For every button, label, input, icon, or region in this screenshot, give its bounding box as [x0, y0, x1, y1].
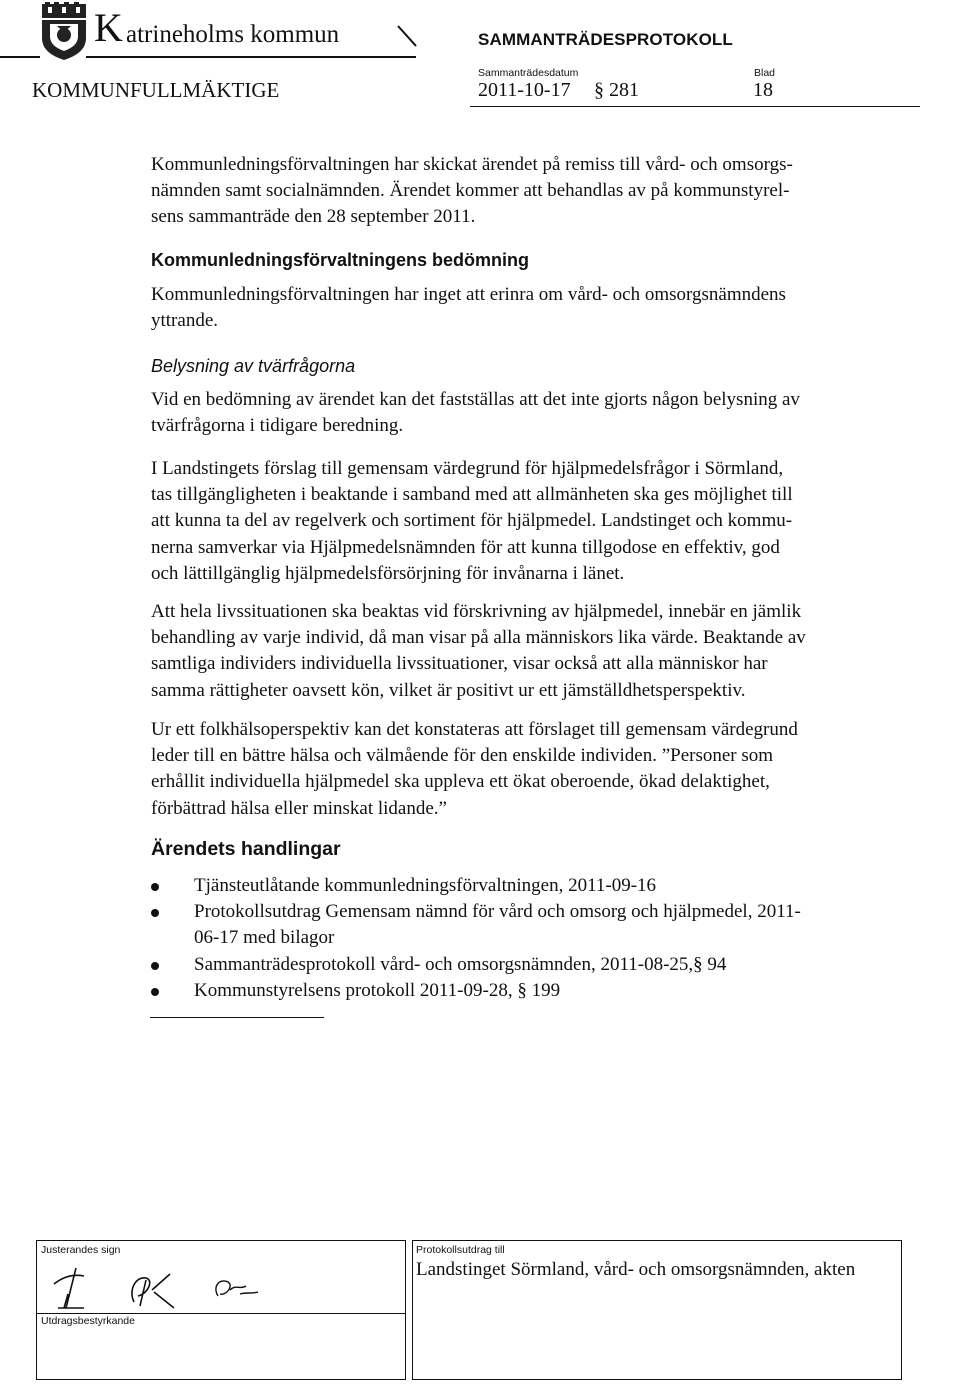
section-number: § 281 [594, 79, 639, 101]
list-item: Protokollsutdrag Gemensam nämnd för vård och omsorg och hjälpmedel, 2011- 06-17 med bilagor [151, 899, 871, 951]
cross-issues-paragraph-1: Vid en bedömning av ärendet kan det fastställas att det inte gjorts någon belysning av tvärfrågorna i tidigare beredning. [151, 389, 800, 437]
signature-label: Justerandes sign [41, 1244, 121, 1256]
extract-certification-label: Utdragsbestyrkande [41, 1315, 135, 1327]
section-end-rule [150, 1017, 324, 1018]
cross-issues-heading: Belysning av tvärfrågorna [151, 356, 356, 376]
municipality-name: atrineholms kommun [126, 21, 340, 48]
committee-name: KOMMUNFULLMÄKTIGE [32, 78, 280, 102]
bullet-icon [151, 883, 159, 891]
page-label: Blad [754, 67, 776, 79]
documents-list [151, 873, 871, 1004]
header-left-rule [0, 56, 40, 58]
decorative-slash [396, 24, 420, 48]
extract-recipients-label: Protokollsutdrag till [416, 1244, 505, 1256]
bullet-icon [151, 909, 159, 917]
list-item: Sammanträdesprotokoll vård- och omsorgsnämnden, 2011-08-25,§ 94 [151, 952, 871, 978]
extract-recipients: Landstinget Sörmland, vård- och omsorgsnämnden, akten [416, 1259, 856, 1280]
cross-issues-paragraph-2: I Landstingets förslag till gemensam värdegrund för hjälpmedelsfrågor i Sörmland, tas tillgängligheten i beaktande i samband med att allmänheten ska ges möjlighet till att kunna ta del av regelverk och sortiment för hjälpmedel. Landstinget och kommu- nerna samverkar via Hjälpmedelsnämnden för att kunna tillgodose en effektiv, god och lättillgänglig hjälpmedelsförsörjning för invånarna i länet. [151, 458, 793, 584]
meeting-date-label: Sammanträdesdatum [478, 67, 579, 79]
page-number: 18 [753, 79, 773, 101]
signature-divider [36, 1313, 406, 1314]
municipality-name-initial: K [94, 5, 123, 50]
bullet-icon [151, 988, 159, 996]
document-type: SAMMANTRÄDESPROTOKOLL [478, 30, 733, 49]
header-rule [470, 106, 920, 107]
cross-issues-paragraph-3: Att hela livssituationen ska beaktas vid förskrivning av hjälpmedel, innebär en jämlik behandling av varje individ, då man visar på alla människors lika värde. Beaktande av samtliga individers individuella livssituationer, visar också att alla människor har samma rättigheter oavsett kön, vilket är positivt ur ett jämställdhetsperspektiv. [151, 601, 806, 701]
bullet-icon [151, 962, 159, 970]
assessment-paragraph: Kommunledningsförvaltningen har inget att erinra om vård- och omsorgsnämndens yttrande. [151, 284, 786, 332]
cross-issues-paragraph-4: Ur ett folkhälsoperspektiv kan det konstateras att förslaget till gemensam värdegrund leder till en bättre hälsa och välmående för den enskilde individen. ”Personer som erhållit individuella hjälpmedel ska uppleva ett ökat oberoende, ökad delaktighet, förbättrad hälsa eller minskat lidande.” [151, 719, 798, 819]
header-title-rule [86, 56, 416, 58]
assessment-heading: Kommunledningsförvaltningens bedömning [151, 250, 529, 270]
list-item: Kommunstyrelsens protokoll 2011-09-28, § 199 [151, 978, 871, 1004]
meeting-date: 2011-10-17 [478, 79, 571, 101]
municipality-crest-logo [40, 2, 88, 60]
handwritten-initials-signature [40, 1250, 270, 1312]
intro-paragraph: Kommunledningsförvaltningen har skickat ärendet på remiss till vård- och omsorgs- nämnden samt socialnämnden. Ärendet kommer att behandlas av på kommunstyrel- sens sammanträde den 28 september 2011. [151, 154, 793, 228]
documents-heading: Ärendets handlingar [151, 838, 341, 860]
list-item: Tjänsteutlåtande kommunledningsförvaltningen, 2011-09-16 [151, 873, 871, 899]
